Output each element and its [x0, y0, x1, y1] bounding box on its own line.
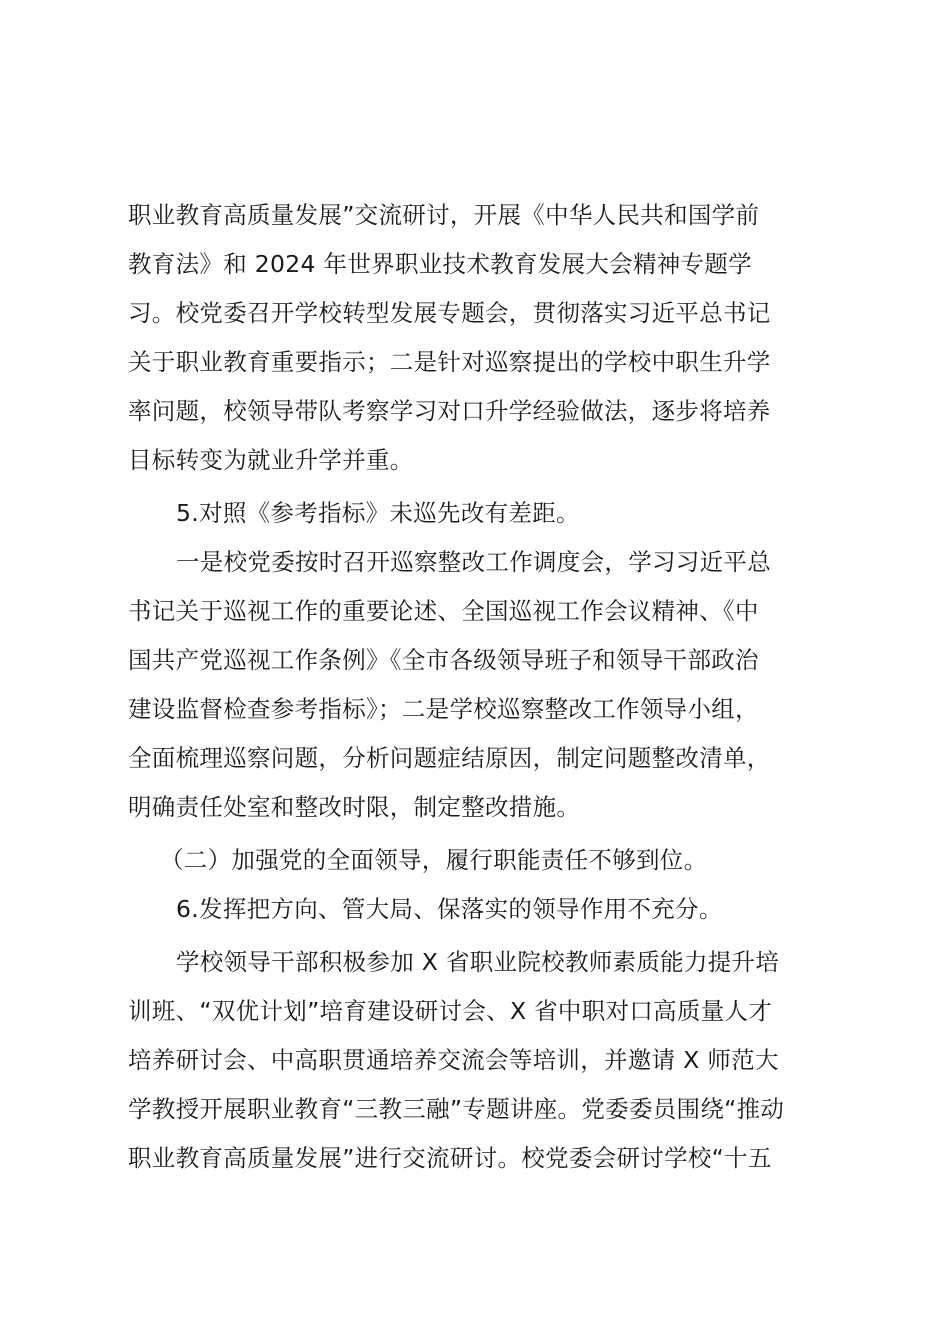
paragraph-line: 关于职业教育重要指示；二是针对巡察提出的学校中职生升学	[128, 348, 771, 376]
paragraph-line: 学教授开展职业教育“三教三融”专题讲座。党委委员围绕“推动	[128, 1095, 785, 1123]
paragraph-line: 培养研讨会、中高职贯通培养交流会等培训，并邀请 X 师范大	[128, 1046, 779, 1074]
paragraph-line: 一是校党委按时召开巡察整改工作调度会，学习习近平总	[176, 548, 771, 576]
section-heading-2: （二）加强党的全面领导，履行职能责任不够到位。	[160, 846, 708, 874]
paragraph-line: 训班、“双优计划”培育建设研讨会、X 省中职对口高质量人才	[128, 997, 773, 1025]
paragraph-line: 全面梳理巡察问题，分析问题症结原因，制定问题整改清单，	[128, 744, 771, 772]
paragraph-line: 国共产党巡视工作条例》《全市各级领导班子和领导干部政治	[128, 646, 759, 674]
paragraph-line: 教育法》和 2024 年世界职业技术教育发展大会精神专题学	[128, 250, 752, 278]
paragraph-line: 职业教育高质量发展”进行交流研讨。校党委会研讨学校“十五	[128, 1144, 772, 1172]
paragraph-line: 明确责任处室和整改时限，制定整改措施。	[128, 793, 581, 821]
section-heading-5: 5.对照《参考指标》未巡先改有差距。	[176, 499, 580, 527]
paragraph-line: 学校领导干部积极参加 X 省职业院校教师素质能力提升培	[176, 948, 780, 976]
paragraph-line: 建设监督检查参考指标》；二是学校巡察整改工作领导小组，	[128, 695, 759, 723]
paragraph-line: 习。校党委召开学校转型发展专题会，贯彻落实习近平总书记	[128, 299, 771, 327]
section-heading-6: 6.发挥把方向、管大局、保落实的领导作用不充分。	[176, 895, 723, 923]
paragraph-line: 目标转变为就业升学并重。	[128, 446, 414, 474]
paragraph-line: 率问题，校领导带队考察学习对口升学经验做法，逐步将培养	[128, 397, 771, 425]
paragraph-line: 职业教育高质量发展”交流研讨，开展《中华人民共和国学前	[128, 201, 760, 229]
paragraph-line: 书记关于巡视工作的重要论述、全国巡视工作会议精神、《中	[128, 597, 759, 625]
